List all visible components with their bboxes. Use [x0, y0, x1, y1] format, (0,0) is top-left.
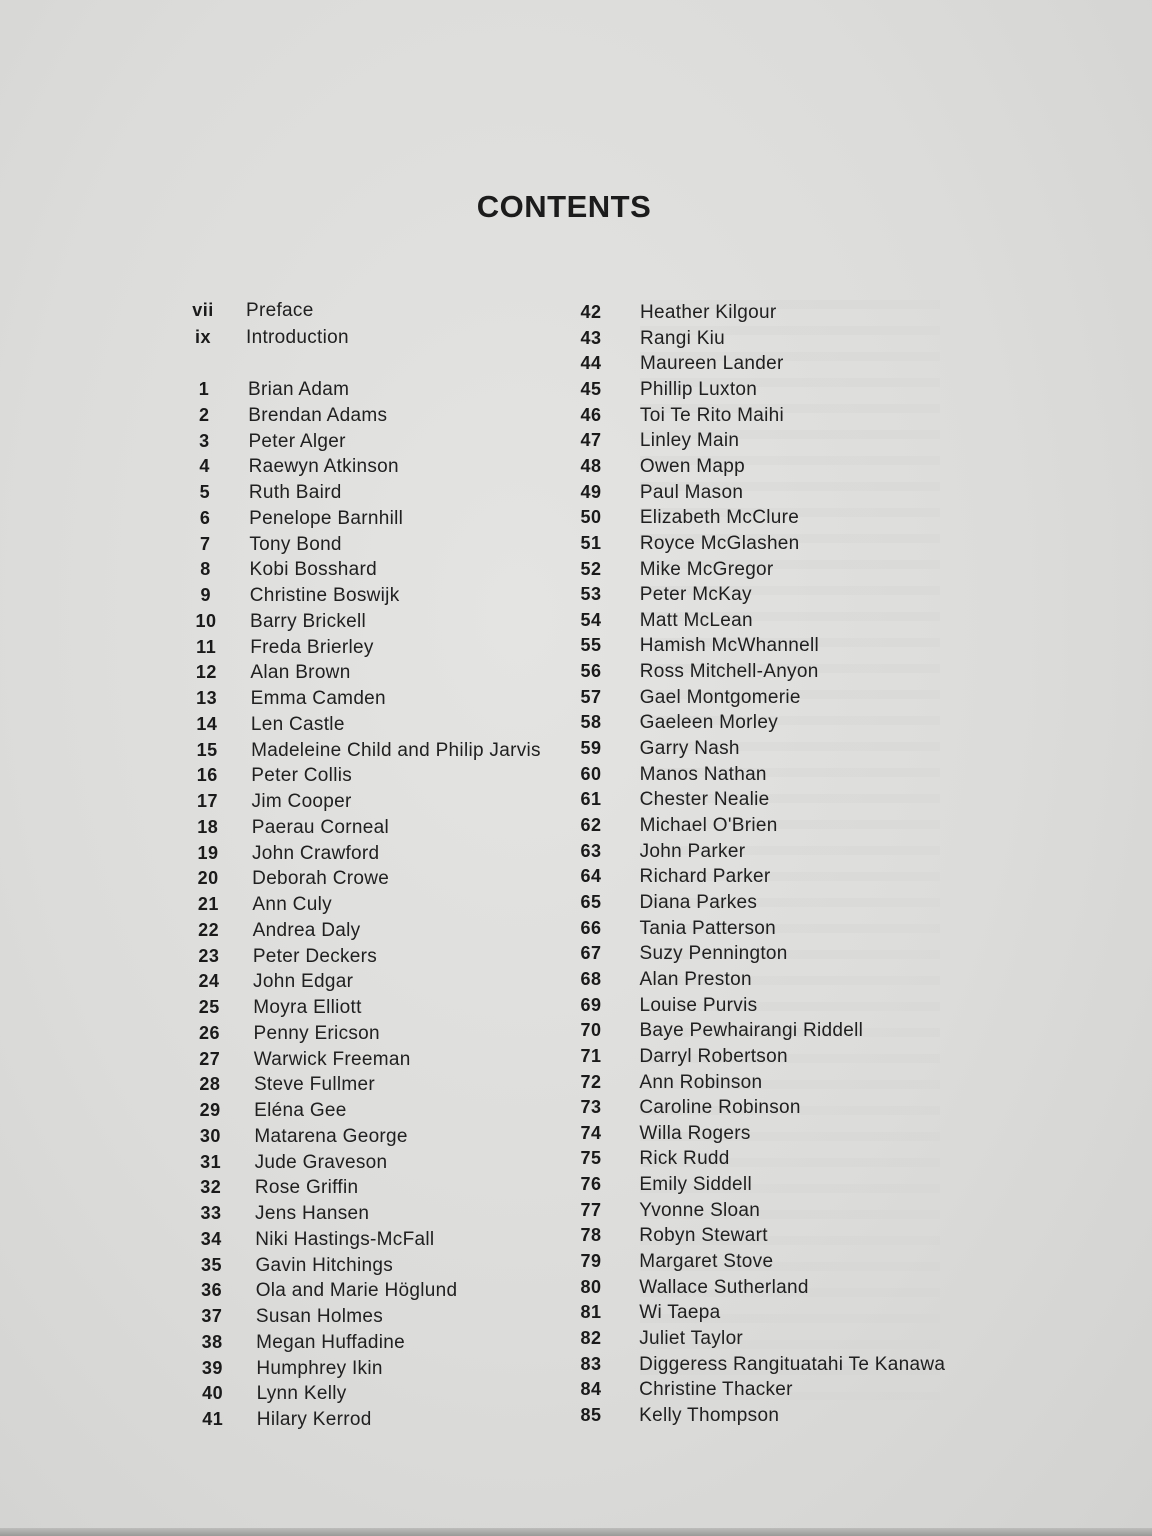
entry-number: 58 — [580, 712, 602, 733]
entry-name: Paerau Corneal — [251, 816, 390, 838]
entry-name: Tony Bond — [249, 533, 342, 555]
entry-name: Owen Mapp — [639, 455, 746, 477]
entry-number: 29 — [199, 1100, 221, 1120]
entry-name: Rangi Kiu — [639, 327, 726, 349]
entry-number: 43 — [580, 327, 602, 348]
entry-name: Mike McGregor — [639, 558, 774, 580]
entry-number: 26 — [198, 1022, 221, 1043]
entry-number: 23 — [198, 945, 220, 966]
entry-number: 14 — [196, 713, 218, 734]
entry-name: Diana Parkes — [639, 891, 758, 913]
entry-name: Alan Preston — [639, 968, 752, 990]
entry-number: 13 — [196, 688, 218, 708]
entry-number: 32 — [200, 1177, 222, 1198]
entry-number: 36 — [201, 1280, 223, 1301]
entry-name: Margaret Stove — [639, 1251, 774, 1273]
entry-name: Penny Ericson — [253, 1022, 380, 1044]
entry-number: 6 — [199, 507, 211, 528]
entry-number: 30 — [199, 1125, 221, 1146]
entry-number: 39 — [201, 1357, 223, 1378]
entry-name: Ann Culy — [252, 894, 332, 915]
entry-number: 40 — [202, 1383, 224, 1404]
entry-number: 74 — [580, 1122, 602, 1143]
entry-number: 79 — [580, 1251, 602, 1272]
entry-name: Andrea Daly — [252, 919, 361, 941]
entry-number: 60 — [580, 763, 602, 784]
entry-name: Paul Mason — [639, 481, 744, 503]
entry-name: Suzy Pennington — [639, 943, 788, 965]
entry-name: Matt McLean — [639, 609, 753, 631]
entry-number: 4 — [199, 456, 210, 477]
entry-name: Lynn Kelly — [256, 1383, 347, 1405]
entry-number: 48 — [580, 455, 602, 476]
entry-name: Robyn Stewart — [639, 1225, 768, 1247]
entry-number: 65 — [580, 891, 602, 912]
entry-name: Louise Purvis — [639, 994, 758, 1016]
entry-name: Elizabeth McClure — [639, 507, 800, 529]
entry-number: 47 — [580, 430, 602, 451]
entry-name: Richard Parker — [639, 866, 771, 888]
entry-number: 61 — [580, 789, 602, 810]
entry-number: 85 — [580, 1404, 602, 1425]
entry-number: 52 — [580, 558, 602, 579]
entry-number: 44 — [580, 353, 602, 374]
entry-number: 9 — [200, 585, 211, 605]
entry-name: Garry Nash — [639, 738, 740, 760]
entry-name: Brendan Adams — [248, 404, 388, 426]
entry-number: 12 — [195, 662, 217, 683]
entry-number: 33 — [200, 1203, 222, 1223]
entry-name: Heather Kilgour — [640, 302, 777, 323]
entry-number: 66 — [580, 917, 602, 938]
entry-name: Wallace Sutherland — [639, 1276, 809, 1298]
entry-number: 72 — [580, 1071, 602, 1092]
entry-name: Ann Robinson — [639, 1071, 763, 1093]
entry-number: 16 — [196, 765, 218, 786]
entry-name: Jim Cooper — [251, 791, 352, 812]
entry-number: 20 — [197, 868, 219, 889]
entry-number: 83 — [580, 1353, 602, 1374]
entry-name: Peter Collis — [251, 765, 353, 787]
entry-number: 46 — [580, 404, 602, 425]
entry-name: Rick Rudd — [639, 1148, 730, 1170]
entry-number: 75 — [580, 1148, 602, 1169]
entry-name: Phillip Luxton — [639, 378, 758, 400]
entry-number: 80 — [580, 1276, 602, 1297]
entry-number: 15 — [196, 739, 218, 760]
entry-number: 18 — [197, 816, 219, 837]
entry-number: 68 — [580, 968, 602, 989]
entry-name: Tania Patterson — [639, 917, 777, 939]
entry-name: Caroline Robinson — [639, 1097, 801, 1119]
entry-number: 53 — [580, 584, 602, 605]
entry-number: 38 — [201, 1331, 223, 1352]
entry-name: John Crawford — [251, 842, 380, 864]
entry-name: Rose Griffin — [254, 1177, 359, 1199]
entry-name: Darryl Robertson — [639, 1045, 788, 1067]
entry-number: 70 — [580, 1020, 602, 1041]
entry-number: 55 — [580, 635, 602, 656]
entry-name: Kelly Thompson — [639, 1404, 780, 1426]
entry-name: Preface — [246, 300, 314, 321]
entry-name: Niki Hastings-McFall — [255, 1228, 435, 1250]
entry-number: 76 — [580, 1174, 602, 1195]
entry-number: vii — [192, 300, 214, 320]
entry-name: Jude Graveson — [254, 1151, 388, 1173]
entry-number: 42 — [580, 302, 602, 322]
entry-number: 56 — [580, 661, 602, 682]
entry-name: Introduction — [246, 327, 349, 348]
entry-name: Eléna Gee — [254, 1100, 347, 1121]
entry-name: Ruth Baird — [248, 482, 342, 503]
entry-number: 25 — [198, 997, 220, 1017]
entry-name: Hilary Kerrod — [256, 1409, 372, 1430]
entry-number: 82 — [580, 1328, 602, 1348]
entry-name: Ola and Marie Höglund — [255, 1280, 458, 1302]
page-bottom-edge — [0, 1528, 1152, 1536]
entry-name: Len Castle — [250, 713, 345, 735]
entry-name: Kobi Bosshard — [249, 559, 378, 581]
entry-name: Willa Rogers — [639, 1122, 751, 1144]
entry-name: Jens Hansen — [255, 1203, 370, 1224]
entry-name: Christine Thacker — [639, 1379, 793, 1401]
entry-number: 31 — [200, 1151, 222, 1172]
entry-name: Humphrey Ikin — [256, 1357, 383, 1379]
entry-name: Madeleine Child and Philip Jarvis — [251, 739, 541, 761]
entry-name: Gael Montgomerie — [639, 686, 801, 708]
entry-name: Hamish McWhannell — [639, 635, 820, 657]
entry-name: Brian Adam — [248, 379, 350, 400]
entry-name: Diggeress Rangituatahi Te Kanawa — [639, 1353, 946, 1375]
entry-number: ix — [194, 327, 211, 347]
entry-name: Alan Brown — [250, 662, 351, 684]
entry-number: 22 — [198, 919, 220, 940]
entry-name: Baye Pewhairangi Riddell — [639, 1020, 864, 1042]
entry-name: Steve Fullmer — [253, 1074, 376, 1096]
entry-name: Moyra Elliott — [253, 997, 362, 1018]
entry-number: 1 — [198, 379, 210, 399]
page-title: CONTENTS — [476, 188, 652, 224]
entry-number: 71 — [580, 1045, 602, 1066]
entry-name: Toi Te Rito Maihi — [639, 404, 785, 426]
entry-name: Susan Holmes — [255, 1306, 384, 1327]
entry-name: Deborah Crowe — [252, 868, 390, 890]
entry-number: 51 — [580, 532, 602, 553]
entry-name: Peter McKay — [639, 584, 752, 606]
entry-name: Matarena George — [254, 1125, 408, 1147]
entry-name: Linley Main — [639, 430, 740, 452]
entry-number: 37 — [201, 1306, 223, 1326]
entry-number: 17 — [197, 791, 219, 811]
entry-name: Barry Brickell — [249, 610, 367, 632]
entry-number: 45 — [580, 378, 602, 399]
entry-name: Peter Deckers — [252, 945, 378, 967]
entry-number: 11 — [196, 636, 217, 657]
entry-number: 7 — [200, 533, 211, 554]
entry-name: Chester Nealie — [639, 789, 770, 811]
entry-number: 28 — [199, 1074, 221, 1095]
entry-name: Wi Taepa — [639, 1302, 721, 1324]
entry-number: 78 — [580, 1225, 602, 1246]
entry-name: Emily Siddell — [639, 1174, 752, 1196]
entry-name: Royce McGlashen — [639, 532, 800, 554]
entry-name: Yvonne Sloan — [639, 1199, 761, 1221]
entry-name: John Parker — [639, 840, 746, 862]
entry-number: 81 — [580, 1302, 602, 1323]
entry-number: 35 — [200, 1254, 222, 1275]
entry-number: 69 — [580, 994, 602, 1015]
entry-number: 59 — [580, 738, 602, 759]
entry-name: Manos Nathan — [639, 763, 767, 785]
entry-number: 77 — [580, 1199, 602, 1220]
entry-number: 84 — [580, 1379, 602, 1400]
entry-name: Maureen Lander — [639, 353, 784, 375]
entry-number: 27 — [199, 1048, 221, 1069]
entry-number: 19 — [197, 842, 219, 863]
entry-name: Megan Huffadine — [256, 1331, 405, 1353]
entry-number: 67 — [580, 943, 602, 964]
entry-number: 3 — [199, 430, 210, 451]
entry-name: Ross Mitchell-Anyon — [639, 661, 819, 683]
entry-name: Freda Brierley — [250, 636, 374, 658]
entry-name: John Edgar — [253, 971, 354, 993]
entry-number: 50 — [580, 507, 602, 528]
entry-number: 62 — [580, 815, 602, 835]
entry-number: 63 — [580, 840, 602, 861]
entry-number: 64 — [580, 866, 602, 887]
entry-number: 5 — [199, 482, 211, 502]
entry-number: 34 — [200, 1228, 222, 1249]
entry-number: 8 — [200, 559, 211, 580]
entry-name: Peter Alger — [248, 430, 346, 452]
entry-name: Michael O'Brien — [639, 815, 778, 836]
entry-number: 49 — [580, 481, 602, 502]
entry-number: 2 — [198, 404, 210, 425]
entry-number: 10 — [195, 610, 217, 631]
entry-name: Gavin Hitchings — [255, 1254, 394, 1276]
entry-name: Gaeleen Morley — [639, 712, 778, 734]
entry-name: Raewyn Atkinson — [248, 456, 399, 478]
entry-name: Penelope Barnhill — [249, 507, 404, 529]
entry-number: 24 — [198, 971, 220, 992]
entry-name: Juliet Taylor — [639, 1328, 744, 1349]
entry-number: 54 — [580, 609, 602, 630]
entry-name: Emma Camden — [250, 688, 386, 709]
entry-number: 41 — [202, 1409, 224, 1429]
entry-number: 73 — [580, 1097, 602, 1118]
entry-name: Warwick Freeman — [253, 1048, 411, 1070]
entry-number: 57 — [580, 686, 602, 707]
entry-number: 21 — [197, 894, 219, 914]
entry-name: Christine Boswijk — [249, 585, 400, 606]
